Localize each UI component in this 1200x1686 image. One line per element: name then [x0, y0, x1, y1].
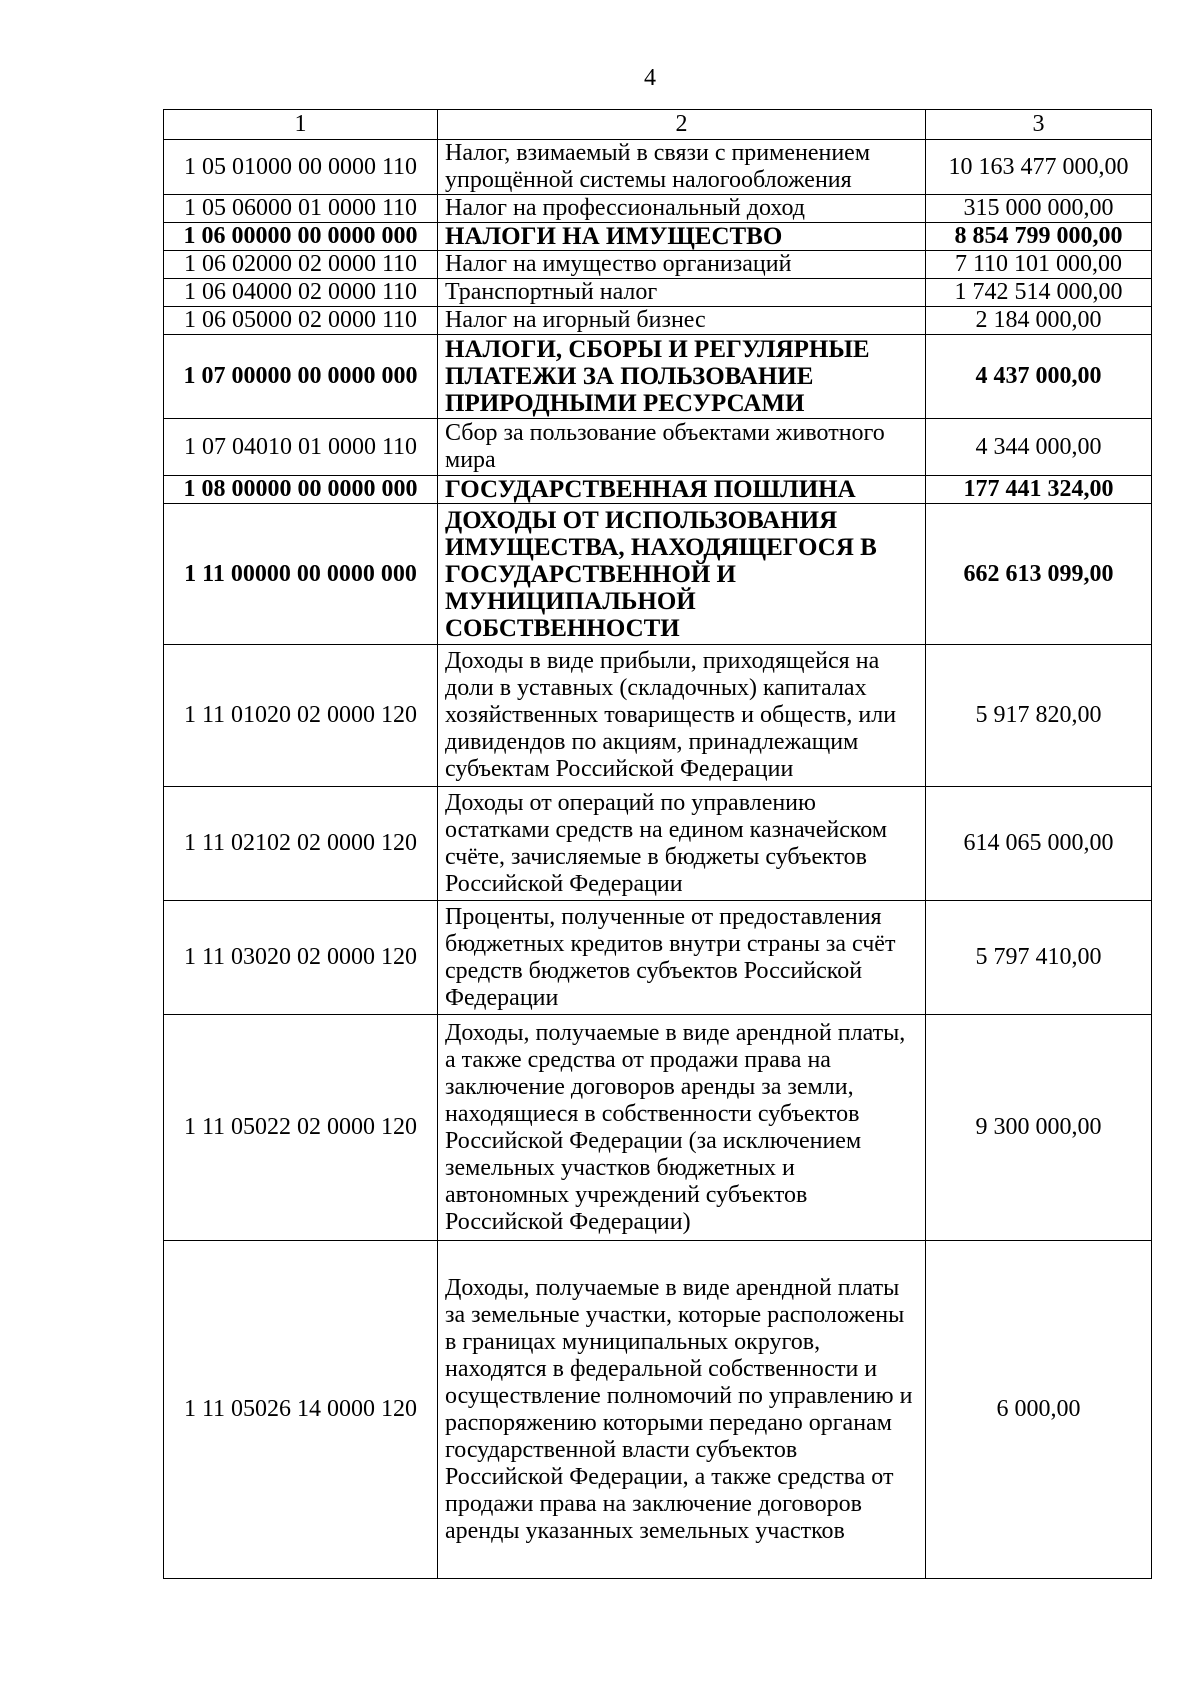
table-row [164, 1241, 1152, 1579]
row-code: 1 11 00000 00 0000 000 [164, 504, 438, 645]
table-row [164, 645, 1152, 787]
row-code: 1 07 00000 00 0000 000 [164, 335, 438, 419]
row-name: Сбор за пользование объектами животного мира [438, 419, 926, 476]
row-name: Транспортный налог [438, 279, 926, 307]
row-amount: 9 300 000,00 [926, 1015, 1152, 1241]
row-amount: 5 917 820,00 [926, 645, 1152, 787]
table-row [164, 140, 1152, 195]
row-amount: 4 344 000,00 [926, 419, 1152, 476]
table-row [164, 223, 1152, 251]
row-name: Налог, взимаемый в связи с применением упрощённой системы налогообложения [438, 140, 926, 195]
row-name: Доходы, получаемые в виде арендной платы за земельные участки, которые расположены в границах муниципальных округов, находятся в федеральной собственности и осуществление полномочий по управлению и распоряжению которыми передано органам государственной власти субъектов Российской Федерации, а также средства от продажи права на заключение договоров аренды указанных земельных участков [438, 1241, 926, 1579]
row-code: 1 06 05000 02 0000 110 [164, 307, 438, 335]
table-row [164, 195, 1152, 223]
table-row [164, 279, 1152, 307]
row-code: 1 11 02102 02 0000 120 [164, 787, 438, 901]
row-code: 1 11 01020 02 0000 120 [164, 645, 438, 787]
row-amount: 662 613 099,00 [926, 504, 1152, 645]
row-amount: 4 437 000,00 [926, 335, 1152, 419]
row-amount: 1 742 514 000,00 [926, 279, 1152, 307]
table-row [164, 419, 1152, 476]
row-code: 1 11 05026 14 0000 120 [164, 1241, 438, 1579]
row-name: Доходы от операций по управлению остатками средств на едином казначейском счёте, зачисляемые в бюджеты субъектов Российской Федерации [438, 787, 926, 901]
row-code: 1 05 01000 00 0000 110 [164, 140, 438, 195]
row-name: НАЛОГИ, СБОРЫ И РЕГУЛЯРНЫЕ ПЛАТЕЖИ ЗА ПОЛЬЗОВАНИЕ ПРИРОДНЫМИ РЕСУРСАМИ [438, 335, 926, 419]
row-name: НАЛОГИ НА ИМУЩЕСТВО [438, 223, 926, 251]
row-code: 1 06 04000 02 0000 110 [164, 279, 438, 307]
row-code: 1 11 05022 02 0000 120 [164, 1015, 438, 1241]
row-amount: 315 000 000,00 [926, 195, 1152, 223]
table-header-row [164, 110, 1152, 140]
row-name: Налог на игорный бизнес [438, 307, 926, 335]
row-code: 1 05 06000 01 0000 110 [164, 195, 438, 223]
row-code: 1 07 04010 01 0000 110 [164, 419, 438, 476]
row-code: 1 06 02000 02 0000 110 [164, 251, 438, 279]
row-code: 1 11 03020 02 0000 120 [164, 901, 438, 1015]
row-name: Налог на профессиональный доход [438, 195, 926, 223]
row-name: ГОСУДАРСТВЕННАЯ ПОШЛИНА [438, 476, 926, 504]
table-row [164, 307, 1152, 335]
row-code: 1 06 00000 00 0000 000 [164, 223, 438, 251]
table-row [164, 504, 1152, 645]
row-amount: 10 163 477 000,00 [926, 140, 1152, 195]
table-row [164, 787, 1152, 901]
row-code: 1 08 00000 00 0000 000 [164, 476, 438, 504]
table-row [164, 901, 1152, 1015]
column-header-name: 2 [438, 110, 926, 140]
row-amount: 8 854 799 000,00 [926, 223, 1152, 251]
row-amount: 7 110 101 000,00 [926, 251, 1152, 279]
row-name: Налог на имущество организаций [438, 251, 926, 279]
table-row [164, 251, 1152, 279]
row-amount: 614 065 000,00 [926, 787, 1152, 901]
page-number: 4 [644, 65, 656, 91]
row-name: ДОХОДЫ ОТ ИСПОЛЬЗОВАНИЯ ИМУЩЕСТВА, НАХОДЯЩЕГОСЯ В ГОСУДАРСТВЕННОЙ И МУНИЦИПАЛЬНОЙ СОБСТВЕННОСТИ [438, 504, 926, 645]
table-row [164, 335, 1152, 419]
revenue-table [163, 109, 1152, 1579]
row-name: Проценты, полученные от предоставления бюджетных кредитов внутри страны за счёт средств бюджетов субъектов Российской Федерации [438, 901, 926, 1015]
table-row [164, 1015, 1152, 1241]
row-name: Доходы в виде прибыли, приходящейся на доли в уставных (складочных) капиталах хозяйственных товариществ и обществ, или дивидендов по акциям, принадлежащим субъектам Российской Федерации [438, 645, 926, 787]
row-name: Доходы, получаемые в виде арендной платы, а также средства от продажи права на заключение договоров аренды за земли, находящиеся в собственности субъектов Российской Федерации (за исключением земельных участков бюджетных и автономных учреждений субъектов Российской Федерации) [438, 1015, 926, 1241]
row-amount: 6 000,00 [926, 1241, 1152, 1579]
row-amount: 5 797 410,00 [926, 901, 1152, 1015]
table-row [164, 476, 1152, 504]
row-amount: 177 441 324,00 [926, 476, 1152, 504]
row-amount: 2 184 000,00 [926, 307, 1152, 335]
column-header-code: 1 [164, 110, 438, 140]
column-header-amount: 3 [926, 110, 1152, 140]
